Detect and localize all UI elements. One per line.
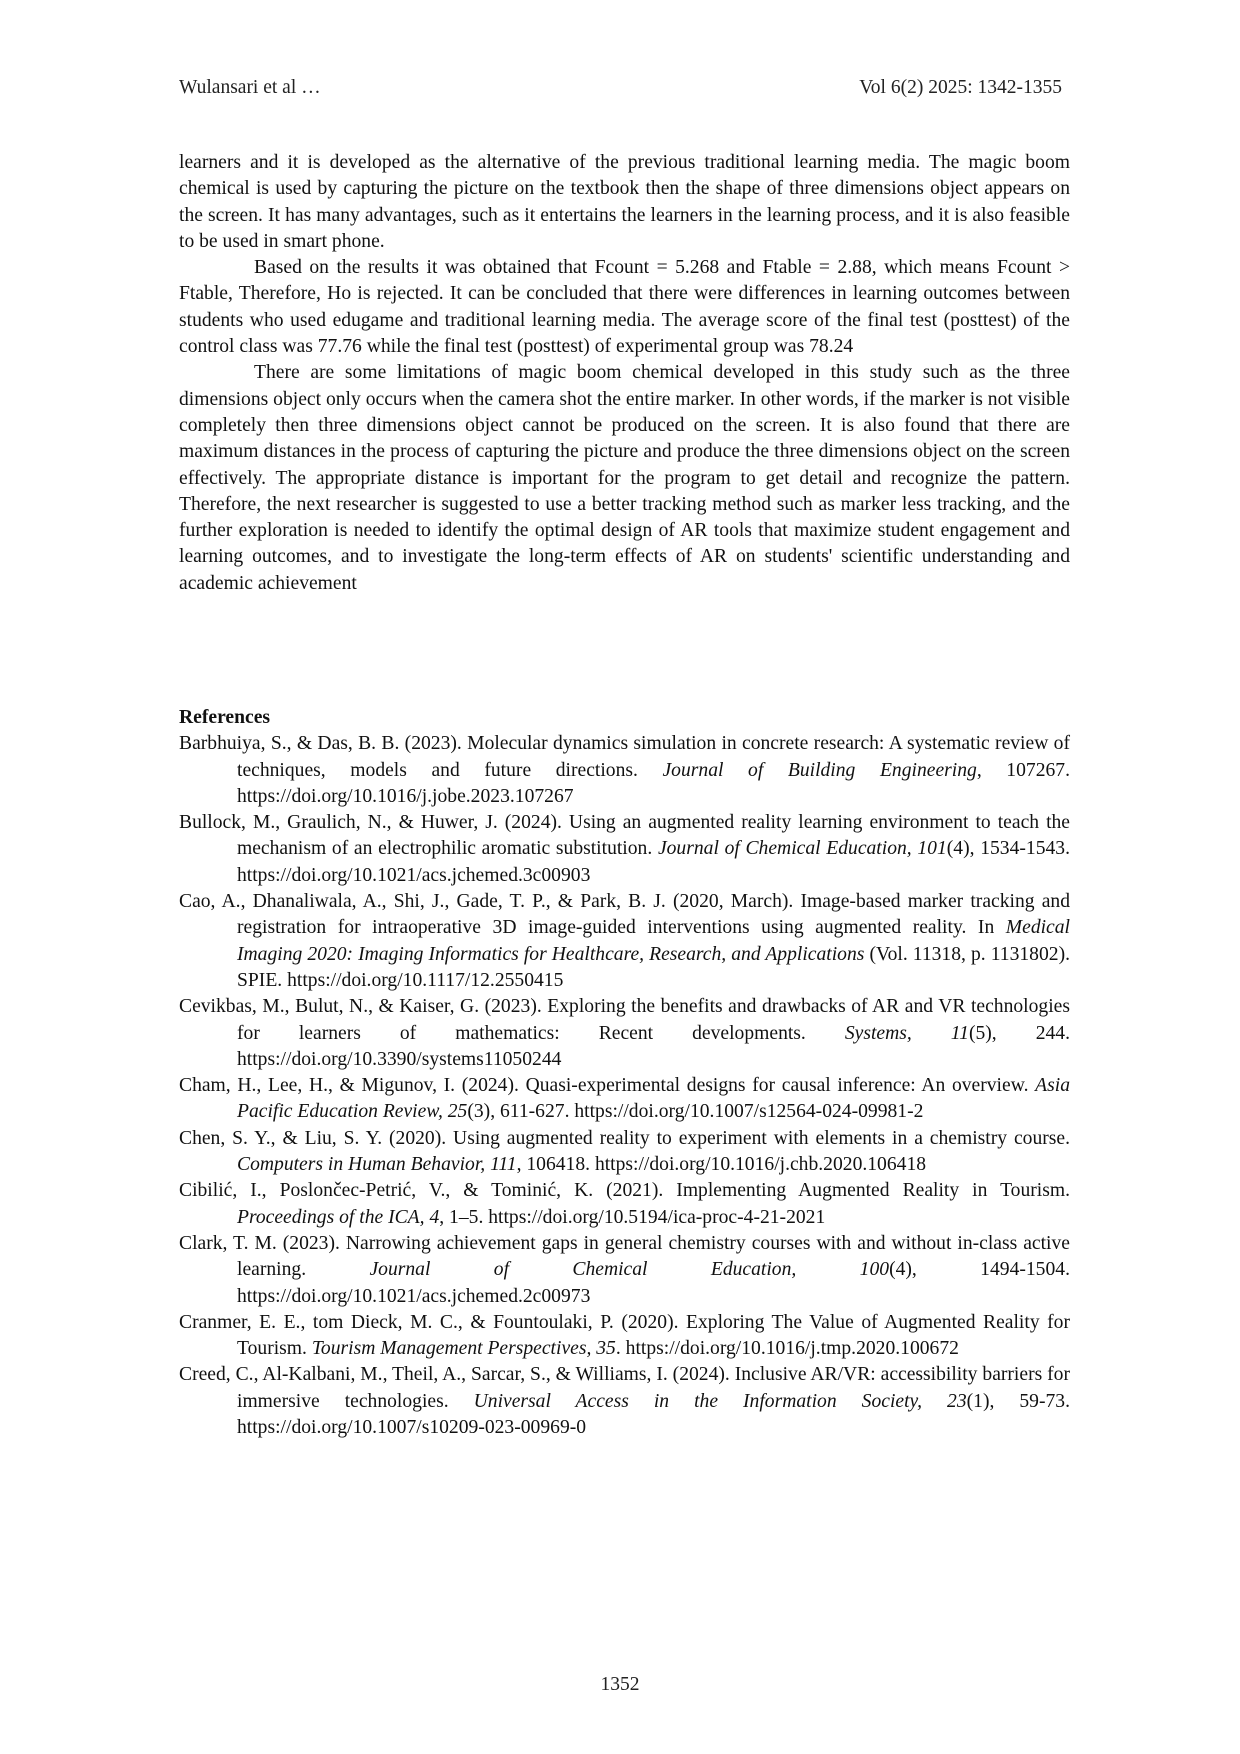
reference-text: Cham, H., Lee, H., & Migunov, I. (2024). Quasi-experimental designs for causal inference: An overview. [179, 1075, 1036, 1097]
reference-text: Creed, C., Al-Kalbani, M., Theil, A., Sarcar, S., & Williams, I. (2024). Inclusive AR/VR: accessibility barriers for immersive technologies. [179, 1364, 1070, 1412]
references-section [179, 705, 1070, 1441]
reference-details: (5), 244. https://doi.org/10.3390/systems11050244 [237, 1022, 1071, 1070]
reference-details: , 106418. https://doi.org/10.1016/j.chb.2020.106418 [516, 1154, 927, 1176]
reference-details: (1), 59-73. https://doi.org/10.1007/s10209-023-00969-0 [237, 1390, 1070, 1439]
reference-details: (4), 1534-1543. https://doi.org/10.1021/acs.jchemed.3c00903 [237, 838, 1070, 886]
reference-source: Medical Imaging 2020: Imaging Informatics for Healthcare, Research, and Applications [237, 917, 1070, 965]
reference-details: (4), 1494-1504. https://doi.org/10.1021/acs.jchemed.2c00973 [237, 1259, 1070, 1307]
reference-item [179, 1362, 1070, 1441]
reference-details: (Vol. 11318, p. 1131802). SPIE. https://doi.org/10.1117/12.2550415 [237, 943, 1070, 991]
running-head [179, 76, 1062, 100]
paragraph: Based on the results it was obtained that Fcount = 5.268 and Ftable = 2.88, which means Fcount > Ftable, Therefore, Ho is rejected. It can be concluded that there were differences in learning outcomes between students who used edugame and traditional learning media. The average score of the final test (posttest) of the control class was 77.76 while the final test (posttest) of experimental group was 78.24 [179, 257, 1070, 358]
reference-text: Barbhuiya, S., & Das, B. B. (2023). Molecular dynamics simulation in concrete research: A systematic review of techniques, models and future directions. [179, 733, 1070, 781]
reference-source: Tourism Management Perspectives, 35 [311, 1338, 616, 1360]
reference-item [179, 994, 1070, 1073]
reference-item [179, 1231, 1070, 1310]
reference-text: Cevikbas, M., Bulut, N., & Kaiser, G. (2023). Exploring the benefits and drawbacks of AR and VR technologies for learners of mathematics: Recent developments. [179, 996, 1070, 1044]
reference-item [179, 731, 1070, 810]
reference-source: Journal of Chemical Education, 101 [657, 838, 947, 860]
reference-text: Cranmer, E. E., tom Dieck, M. C., & Fountoulaki, P. (2020). Exploring The Value of Augmented Reality for Tourism. [179, 1311, 1070, 1360]
paragraph: learners and it is developed as the alternative of the previous traditional learning media. The magic boom chemical is used by capturing the picture on the textbook then the shape of three dimensions object appears on the screen. It has many advantages, such as it entertains the learners in the learning process, and it is also feasible to be used in smart phone. [179, 152, 1070, 252]
reference-source: Journal of Building Engineering [662, 759, 977, 781]
reference-source: Asia Pacific Education Review, 25 [237, 1075, 1070, 1123]
running-head-authors: Wulansari et al … [179, 77, 321, 98]
reference-item [179, 889, 1070, 994]
references-heading: References [179, 707, 271, 728]
reference-text: Cao, A., Dhanaliwala, A., Shi, J., Gade, T. P., & Park, B. J. (2020, March). Image-based marker tracking and registration for intraoperative 3D image-guided interventions using augmented reality. In [179, 891, 1070, 939]
paragraph: There are some limitations of magic boom chemical developed in this study such as the three dimensions object only occurs when the camera shot the entire marker. In other words, if the marker is not visible completely then three dimensions object cannot be produced on the screen. It is also found that there are maximum distances in the process of capturing the picture and produce the three dimensions object on the screen effectively. The appropriate distance is important for the program to get detail and recognize the pattern. Therefore, the next researcher is suggested to use a better tracking method such as marker less tracking, and the further exploration is needed to identify the optimal design of AR tools that maximize student engagement and learning outcomes, and to investigate the long-term effects of AR on students' scientific understanding and academic achievement [179, 362, 1070, 594]
reference-details: , 107267. https://doi.org/10.1016/j.jobe.2023.107267 [237, 759, 1070, 807]
reference-details: , 1–5. https://doi.org/10.5194/ica-proc-4-21-2021 [439, 1206, 826, 1228]
reference-source: Journal of Chemical Education, 100 [369, 1259, 890, 1281]
body-text [179, 150, 1070, 597]
reference-text: Clark, T. M. (2023). Narrowing achievement gaps in general chemistry courses with and without in-class active learning. [179, 1232, 1070, 1281]
reference-item [179, 1126, 1070, 1179]
reference-details: . https://doi.org/10.1016/j.tmp.2020.100672 [615, 1338, 959, 1360]
reference-item [179, 810, 1070, 889]
running-head-volume: Vol 6(2) 2025: 1342-1355 [859, 77, 1062, 98]
reference-item [179, 1073, 1070, 1126]
reference-details: (3), 611-627. https://doi.org/10.1007/s12564-024-09981-2 [467, 1101, 924, 1123]
page-number: 1352 [600, 1674, 640, 1695]
reference-source: Proceedings of the ICA, 4 [237, 1206, 440, 1228]
reference-source: Computers in Human Behavior, 111 [237, 1154, 517, 1176]
reference-item [179, 1310, 1070, 1363]
reference-item [179, 1178, 1070, 1231]
reference-text: Cibilić, I., Poslončec-Petrić, V., & Tominić, K. (2021). Implementing Augmented Reality in Tourism. [179, 1180, 1070, 1202]
reference-text: Chen, S. Y., & Liu, S. Y. (2020). Using augmented reality to experiment with elements in a chemistry course. [179, 1127, 1070, 1149]
reference-source: Systems, 11 [844, 1022, 969, 1044]
reference-text: Bullock, M., Graulich, N., & Huwer, J. (2024). Using an augmented reality learning environment to teach the mechanism of an electrophilic aromatic substitution. [179, 812, 1070, 860]
reference-source: Universal Access in the Information Society, 23 [473, 1390, 967, 1412]
